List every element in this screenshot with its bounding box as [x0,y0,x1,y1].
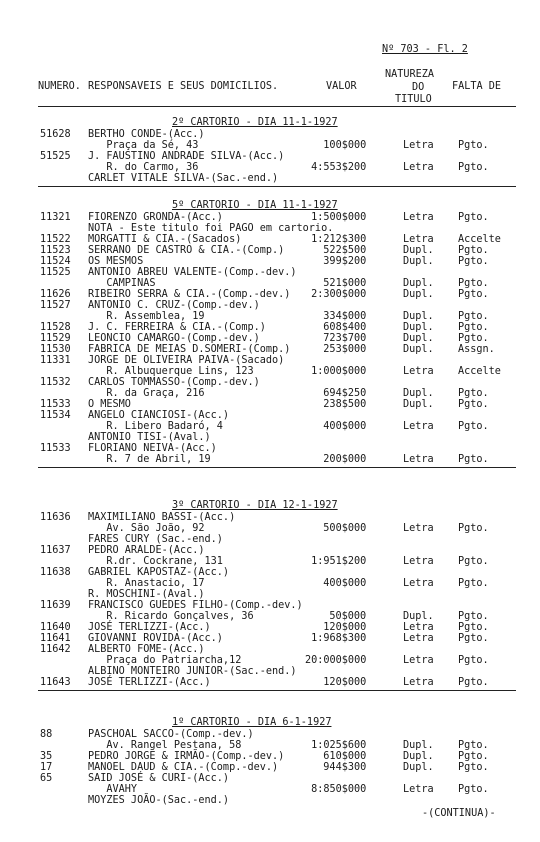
entry-natureza: Letra [403,523,434,534]
entry-falta: Pgto. [458,399,489,410]
entry-name: R. Albuquerque Lins, 123 [88,366,254,377]
entry-valor: 610$000 [323,751,367,762]
entry-name: FABRICA DE MEIAS D.SOMERI-(Comp.) [88,344,291,355]
col-responsaveis: RESPONSAVEIS E SEUS DOMICILIOS. [88,81,279,92]
entry-number: 51525 [40,151,71,162]
entry-number: 51628 [40,129,71,140]
entry-name: GABRIEL KAPOSTAZ-(Acc.) [88,567,230,578]
section-title: 5º CARTORIO - DIA 11-1-1927 [172,200,338,211]
entry-number: 11638 [40,567,71,578]
entry-number: 11640 [40,622,71,633]
entry-name: R. Ricardo Gonçalves, 36 [88,611,254,622]
entry-natureza: Letra [403,633,434,644]
entry-falta: Assgn. [458,344,495,355]
entry-valor: 500$000 [323,523,367,534]
entry-natureza: Dupl. [403,289,434,300]
entry-valor: 238$500 [323,399,367,410]
entry-valor: 50$000 [329,611,367,622]
continua-note: -(CONTINUA)- [422,808,496,819]
entry-valor: 120$000 [323,622,367,633]
entry-natureza: Dupl. [403,751,434,762]
entry-name: PEDRO JORGE & IRMÃO-(Comp.-dev.) [88,751,285,762]
entry-natureza: Letra [403,421,434,432]
entry-number: 11636 [40,512,71,523]
entry-valor: 1:212$300 [311,234,367,245]
entry-number: 17 [40,762,53,773]
entry-name: FRANCISCO GUEDES FILHO-(Comp.-dev.) [88,600,303,611]
entry-falta: Pgto. [458,655,489,666]
entry-name: CARLET VITALE SILVA-(Sac.-end.) [88,173,279,184]
entry-number: 11529 [40,333,71,344]
entry-valor: 120$000 [323,677,367,688]
entry-number: 11528 [40,322,71,333]
entry-valor: 1:951$200 [311,556,367,567]
entry-valor: 608$400 [323,322,367,333]
entry-falta: Pgto. [458,289,489,300]
entry-falta: Pgto. [458,333,489,344]
entry-number: 11533 [40,399,71,410]
entry-natureza: Dupl. [403,762,434,773]
entry-valor: 944$300 [323,762,367,773]
entry-falta: Pgto. [458,762,489,773]
entry-natureza: Letra [403,578,434,589]
entry-name: J. FAUSTINO ANDRADE SILVA-(Acc.) [88,151,285,162]
header-rule [38,106,516,107]
entry-name: Praça da Sé, 43 [88,140,199,151]
entry-falta: Pgto. [458,633,489,644]
entry-valor: 1:000$000 [311,366,367,377]
entry-natureza: Letra [403,677,434,688]
entry-natureza: Dupl. [403,740,434,751]
entry-natureza: Letra [403,655,434,666]
entry-valor: 400$000 [323,578,367,589]
entry-name: FARES CURY (Sac.-end.) [88,534,223,545]
section-title: 2º CARTORIO - DIA 11-1-1927 [172,117,338,128]
entry-falta: Pgto. [458,311,489,322]
entry-number: 11525 [40,267,71,278]
entry-valor: 1:500$000 [311,212,367,223]
entry-name: R. do Carmo, 36 [88,162,199,173]
entry-name: MAXIMILIANO BASSI-(Acc.) [88,512,236,523]
entry-natureza: Dupl. [403,333,434,344]
entry-valor: 4:553$200 [311,162,367,173]
entry-natureza: Dupl. [403,611,434,622]
entry-name: ANTONIO TISI-(Aval.) [88,432,211,443]
entry-number: 11533 [40,443,71,454]
entry-name: SAID JOSÉ & CURI-(Acc.) [88,773,230,784]
entry-falta: Pgto. [458,421,489,432]
entry-number: 11643 [40,677,71,688]
entry-name: PASCHOAL SACCO-(Comp.-dev.) [88,729,254,740]
entry-valor: 253$000 [323,344,367,355]
entry-number: 11641 [40,633,71,644]
entry-name: PEDRO ARALDE-(Acc.) [88,545,205,556]
entry-name: MANOEL DAUD & CIA.-(Comp.-dev.) [88,762,279,773]
entry-name: O MESMO [88,399,131,410]
entry-valor: 1:025$600 [311,740,367,751]
entry-name: FIORENZO GRONDA-(Acc.) [88,212,223,223]
entry-natureza: Dupl. [403,344,434,355]
section-rule [38,186,516,187]
entry-valor: 8:850$000 [311,784,367,795]
entry-natureza: Dupl. [403,388,434,399]
entry-name: R. Libero Badaró, 4 [88,421,223,432]
entry-falta: Pgto. [458,162,489,173]
entry-falta: Pgto. [458,388,489,399]
entry-name: J. C. FERREIRA & CIA.-(Comp.) [88,322,266,333]
entry-falta: Pgto. [458,322,489,333]
entry-name: FLORIANO NEIVA-(Acc.) [88,443,217,454]
entry-name: R.dr. Cockrane, 131 [88,556,223,567]
entry-name: R. Assemblea, 19 [88,311,205,322]
entry-name: R. MOSCHINI-(Aval.) [88,589,205,600]
entry-falta: Pgto. [458,740,489,751]
entry-falta: Pgto. [458,611,489,622]
entry-name: MOYZES JOÃO-(Sac.-end.) [88,795,230,806]
entry-name: ANTONIO ABREU VALENTE-(Comp.-dev.) [88,267,297,278]
entry-name: ALBERTO FOME-(Acc.) [88,644,205,655]
col-natureza: NATUREZA [385,69,435,80]
entry-natureza: Letra [403,556,434,567]
entry-name: GIOVANNI ROVIDA-(Acc.) [88,633,223,644]
entry-number: 11639 [40,600,71,611]
entry-valor: 2:300$000 [311,289,367,300]
entry-natureza: Dupl. [403,256,434,267]
section-title: 1º CARTORIO - DIA 6-1-1927 [172,717,332,728]
entry-natureza: Letra [403,454,434,465]
entry-number: 11534 [40,410,71,421]
entry-falta: Accelte [458,234,501,245]
entry-number: 11626 [40,289,71,300]
entry-number: 11532 [40,377,71,388]
entry-number: 65 [40,773,53,784]
entry-falta: Pgto. [458,523,489,534]
entry-valor: 521$000 [323,278,367,289]
entry-name: Av. Rangel Pestana, 58 [88,740,242,751]
entry-number: 11637 [40,545,71,556]
entry-number: 11331 [40,355,71,366]
col-numero: NUMERO. [38,81,81,92]
entry-valor: 400$000 [323,421,367,432]
entry-number: 11321 [40,212,71,223]
entry-falta: Accelte [458,366,501,377]
entry-name: AVAHY [88,784,138,795]
entry-name: CARLOS TOMMASSO-(Comp.-dev.) [88,377,260,388]
entry-falta: Pgto. [458,556,489,567]
entry-name: R. 7 de Abril, 19 [88,454,211,465]
entry-valor: 20:000$000 [305,655,367,666]
entry-natureza: Letra [403,212,434,223]
entry-natureza: Letra [403,140,434,151]
entry-natureza: Dupl. [403,311,434,322]
entry-falta: Pgto. [458,784,489,795]
entry-valor: 200$000 [323,454,367,465]
entry-name: OS MESMOS [88,256,144,267]
entry-name: NOTA - Este titulo foi PAGO em cartorio. [88,223,334,234]
entry-natureza: Dupl. [403,322,434,333]
entry-valor: 522$500 [323,245,367,256]
entry-name: R. da Graça, 216 [88,388,205,399]
entry-falta: Pgto. [458,578,489,589]
col-natureza-do: DO [412,82,425,93]
entry-falta: Pgto. [458,278,489,289]
entry-natureza: Dupl. [403,399,434,410]
entry-valor: 723$700 [323,333,367,344]
section-title: 3º CARTORIO - DIA 12-1-1927 [172,500,338,511]
entry-falta: Pgto. [458,140,489,151]
section-rule [38,467,516,468]
entry-valor: 694$250 [323,388,367,399]
entry-valor: 334$000 [323,311,367,322]
entry-valor: 1:968$300 [311,633,367,644]
entry-natureza: Dupl. [403,245,434,256]
entry-number: 11523 [40,245,71,256]
entry-natureza: Dupl. [403,278,434,289]
entry-falta: Pgto. [458,256,489,267]
entry-name: Praça do Patriarcha,12 [88,655,242,666]
entry-falta: Pgto. [458,245,489,256]
entry-name: R. Anastacio, 17 [88,578,205,589]
entry-natureza: Letra [403,784,434,795]
col-falta: FALTA DE [452,81,502,92]
entry-name: BERTHO CONDE-(Acc.) [88,129,205,140]
entry-name: CAMPINAS [88,278,156,289]
entry-natureza: Letra [403,622,434,633]
entry-name: SERRANO DE CASTRO & CIA.-(Comp.) [88,245,285,256]
entry-name: Av. São João, 92 [88,523,205,534]
section-rule [38,690,516,691]
col-natureza-titulo: TITULO [395,94,432,105]
entry-number: 11530 [40,344,71,355]
entry-falta: Pgto. [458,677,489,688]
entry-name: ANTONIO C. CRUZ-(Comp.-dev.) [88,300,260,311]
entry-falta: Pgto. [458,622,489,633]
entry-falta: Pgto. [458,212,489,223]
entry-falta: Pgto. [458,454,489,465]
page-reference: Nº 703 - Fl. 2 [382,44,468,55]
entry-falta: Pgto. [458,751,489,762]
entry-valor: 399$200 [323,256,367,267]
entry-number: 11642 [40,644,71,655]
entry-number: 11522 [40,234,71,245]
entry-name: MORGATTI & CIA.-(Sacados) [88,234,242,245]
entry-name: JOSÉ TERLIZZI-(Acc.) [88,622,211,633]
entry-name: ALBINO MONTEIRO JUNIOR-(Sac.-end.) [88,666,297,677]
entry-number: 88 [40,729,53,740]
entry-number: 11527 [40,300,71,311]
col-valor: VALOR [326,81,357,92]
entry-natureza: Letra [403,234,434,245]
entry-number: 11524 [40,256,71,267]
entry-name: LEONCIO CAMARGO-(Comp.-dev.) [88,333,260,344]
entry-name: JOSÉ TERLIZZI-(Acc.) [88,677,211,688]
entry-valor: 100$000 [323,140,367,151]
entry-natureza: Letra [403,162,434,173]
entry-name: JORGE DE OLIVEIRA PAIVA-(Sacado) [88,355,285,366]
entry-name: RIBEIRO SERRA & CIA.-(Comp.-dev.) [88,289,291,300]
entry-name: ANGELO CIANCIOSI-(Acc.) [88,410,230,421]
entry-natureza: Letra [403,366,434,377]
entry-number: 35 [40,751,53,762]
